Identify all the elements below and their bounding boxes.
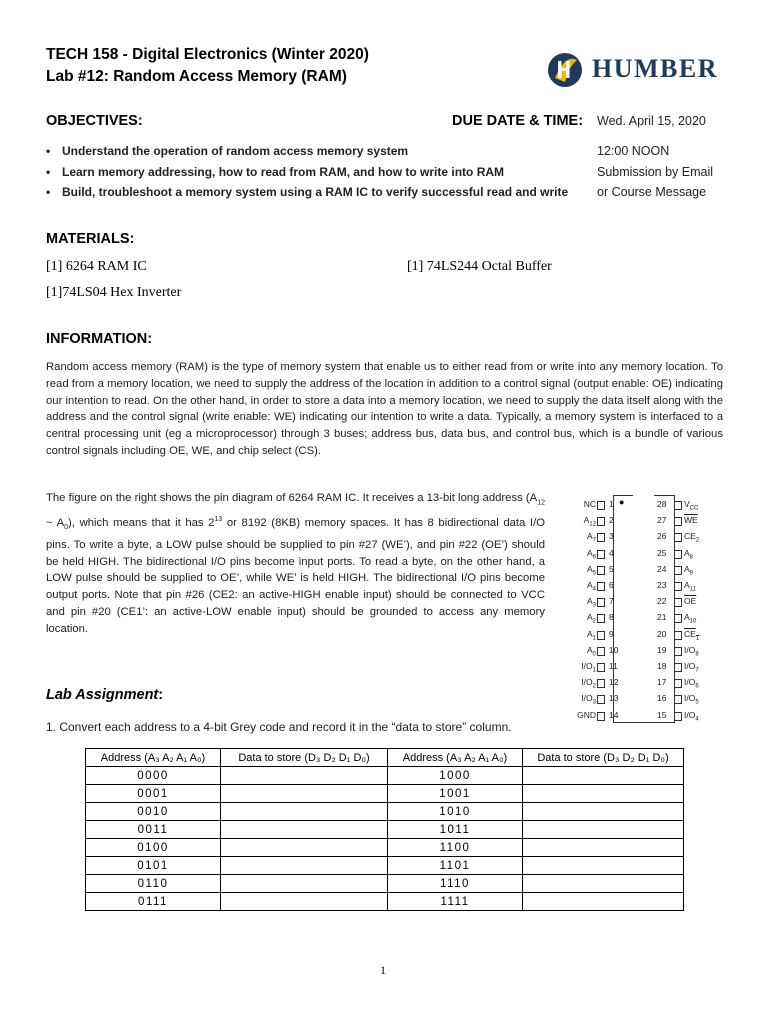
material-item: [1] 74LS244 Octal Buffer <box>407 259 552 274</box>
pin-label: $A_0$ <box>586 644 596 658</box>
due-time: 12:00 NOON <box>597 144 670 158</box>
pin-box <box>674 566 682 575</box>
assignment-heading: Lab Assignment: <box>46 687 164 703</box>
pin-number: 24 <box>657 563 667 574</box>
pin-number: 25 <box>657 547 667 558</box>
data-to-store-cell[interactable] <box>523 839 684 857</box>
table-row <box>86 875 684 893</box>
pin-label: $I/O_6$ <box>684 677 699 690</box>
pin-label: $A_5$ <box>586 563 596 577</box>
pin-number: 21 <box>657 612 667 623</box>
table-row <box>86 785 684 803</box>
table-row <box>86 767 684 785</box>
data-to-store-cell[interactable] <box>523 767 684 785</box>
pin-box <box>597 533 605 542</box>
address-cell: 0000 <box>86 767 221 785</box>
due-date: Wed. April 15, 2020 <box>597 114 706 128</box>
pin-box <box>674 598 682 607</box>
pin-label: $A_7$ <box>586 531 596 545</box>
assignment-instruction: 1. Convert each address to a 4-bit Grey code and record it in the “data to store” column. <box>46 720 512 734</box>
pin-label: $I/O_7$ <box>684 661 699 674</box>
objectives-list <box>46 141 586 203</box>
address-cell: 0100 <box>86 839 221 857</box>
pin-box <box>674 647 682 656</box>
pin-label: $I/O_8$ <box>684 644 699 658</box>
pin-number: 12 <box>609 677 619 688</box>
pin-label: $CE_2$ <box>684 531 700 545</box>
pin-number: 1 <box>609 499 614 509</box>
pin-box <box>674 712 682 721</box>
pin-number: 4 <box>609 547 614 558</box>
address-cell: 1100 <box>388 839 523 857</box>
due-heading: DUE DATE & TIME: <box>452 113 584 129</box>
pin-box <box>674 679 682 688</box>
table-header-row <box>86 749 684 767</box>
column-header: Data to store (D₃ D₂ D₁ D₀) <box>221 749 388 767</box>
pin-box <box>597 647 605 656</box>
pin-number: 11 <box>609 661 618 671</box>
pin-number: 9 <box>609 628 614 639</box>
pin-label: $V_{CC}$ <box>684 499 699 512</box>
pin-box <box>597 582 605 591</box>
address-cell: 0001 <box>86 785 221 803</box>
pin-box <box>597 517 605 526</box>
pin-box <box>597 712 605 721</box>
document-header <box>46 44 369 88</box>
humber-emblem-icon <box>545 50 585 90</box>
address-cell: 1101 <box>388 857 523 875</box>
address-cell: 1110 <box>388 875 523 893</box>
pin-label: $A_6$ <box>586 547 596 561</box>
pin-label: $CE_1$ <box>684 628 700 642</box>
information-paragraph: Random access memory (RAM) is the type of memory system that enable us to either read from or write into any memory location. To read from a memory location, we need to supply the address of the location in addition to a control signal (output enable: OE) indicating our intention to read. On the other hand, in order to store a data into a memory location, we need to supply the data itself along with the address and the control signal (write enable: WE) indicating our intention to write a data. Typically, a memory system is interfaced to a central processing unit (eg a microprocessor) through 3 buses; address bus, data bus, and control bus, which is a bundle of various control signals including OE, WE, and chip select (CS). <box>46 361 723 457</box>
pin-number: 27 <box>657 515 667 526</box>
pin-box <box>674 517 682 526</box>
data-to-store-cell[interactable] <box>523 803 684 821</box>
address-cell: 1011 <box>388 821 523 839</box>
pin-box <box>597 501 605 510</box>
pin-box <box>674 533 682 542</box>
pin-box <box>674 695 682 704</box>
data-to-store-cell[interactable] <box>221 821 388 839</box>
logo-text: HUMBER <box>592 54 718 83</box>
due-method-1: Submission by Email <box>597 164 714 179</box>
pin-number: 3 <box>609 531 614 542</box>
pin-number: 17 <box>657 677 667 688</box>
pin-number: 26 <box>657 531 667 542</box>
pin-number: 14 <box>609 709 619 720</box>
pin-label: $I/O_5$ <box>684 693 699 707</box>
pin-box <box>597 663 605 672</box>
pin-label: $A_{10}$ <box>684 612 697 626</box>
pin-number: 22 <box>657 596 667 607</box>
pin-box <box>674 663 682 672</box>
material-item: [1] 6264 RAM IC <box>46 259 147 274</box>
address-cell: 0111 <box>86 893 221 911</box>
data-to-store-cell[interactable] <box>523 893 684 911</box>
pin-box <box>597 550 605 559</box>
objective-item: • Understand the operation of random access memory system <box>46 141 586 162</box>
pin-number: 15 <box>657 709 667 720</box>
address-cell: 1000 <box>388 767 523 785</box>
due-details <box>597 141 713 203</box>
pin-box <box>674 614 682 623</box>
pin-label: $I/O_3$ <box>581 693 596 707</box>
pin-box <box>674 501 682 510</box>
table-row <box>86 857 684 875</box>
address-cell: 0110 <box>86 875 221 893</box>
table-row <box>86 839 684 857</box>
pin-description-paragraph: The figure on the right shows the pin diagram of 6264 RAM IC. It receives a 13-bit long address ($A_{12}$ ~ $A_0$), which means that it has $2^{13}$ or 8192 (8KB) memory spaces. It has 8 bidirectional data I/O pins. To write a byte, a LOW pulse should be supplied to pin #27 (WE’), and pin #22 (OE’) should be held HIGH. The bidirectional I/O pins become input ports. To read a byte, on the other hand, a LOW pulse should be supplied to OE’, while WE’ is held HIGH. The bidirectional I/O pins become output ports. Note that pin #26 (CE2: an active-HIGH enable input) should be connected to VCC and pin #20 (CE1’: an active-LOW enable input) should be grounded to access any memory location. <box>46 492 546 635</box>
pin-box <box>597 614 605 623</box>
address-cell: 1001 <box>388 785 523 803</box>
pin-number: 16 <box>657 693 667 704</box>
data-to-store-cell[interactable] <box>221 875 388 893</box>
course-title: TECH 158 - Digital Electronics (Winter 2020) <box>46 46 369 63</box>
pin-label: $A_2$ <box>586 612 596 626</box>
data-to-store-cell[interactable] <box>523 857 684 875</box>
pin-label: $A_4$ <box>586 580 596 593</box>
pin-label: $\overline{OE}$ <box>684 596 697 607</box>
pin-label: $A_3$ <box>586 596 596 609</box>
pin-number: 10 <box>609 644 619 655</box>
pin-number: 7 <box>609 596 614 607</box>
humber-logo <box>545 50 720 90</box>
table-row <box>86 803 684 821</box>
materials-heading: MATERIALS: <box>46 231 135 247</box>
pin-box <box>597 679 605 688</box>
pin-box <box>674 550 682 559</box>
pin-label: $A_9$ <box>684 563 694 577</box>
data-to-store-cell[interactable] <box>221 785 388 803</box>
pin-number: 23 <box>657 580 667 590</box>
data-to-store-cell[interactable] <box>221 803 388 821</box>
pin-box <box>597 631 605 640</box>
column-header: Data to store (D₃ D₂ D₁ D₀) <box>523 749 684 767</box>
objective-item: • Build, troubleshoot a memory system using a RAM IC to verify successful read and write <box>46 182 586 203</box>
objective-item: • Learn memory addressing, how to read from RAM, and how to write into RAM <box>46 162 586 183</box>
address-cell: 0011 <box>86 821 221 839</box>
pin-label: $I/O_4$ <box>684 709 699 723</box>
lab-title: Lab #12: Random Access Memory (RAM) <box>46 68 347 85</box>
address-cell: 1010 <box>388 803 523 821</box>
pin-label: $I/O_1$ <box>581 661 596 674</box>
grey-code-table <box>85 748 684 911</box>
pin-label: GND <box>577 709 596 720</box>
data-to-store-cell[interactable] <box>523 821 684 839</box>
pin-number: 19 <box>657 644 667 655</box>
column-header: Address (A₃ A₂ A₁ A₀) <box>86 749 221 767</box>
address-cell: 1111 <box>388 893 523 911</box>
pin1-marker-icon: ● <box>619 497 625 507</box>
pin-number: 20 <box>657 628 667 639</box>
data-to-store-cell[interactable] <box>523 785 684 803</box>
page-number: 1 <box>380 963 386 977</box>
pin-box <box>597 598 605 607</box>
pin-number: 8 <box>609 612 614 623</box>
table-row <box>86 893 684 911</box>
pin-number: 6 <box>609 580 614 590</box>
objectives-heading: OBJECTIVES: <box>46 113 143 129</box>
pin-label: $\overline{WE}$ <box>684 515 698 526</box>
pin-box <box>674 582 682 591</box>
pin-number: 5 <box>609 563 614 574</box>
data-to-store-cell[interactable] <box>221 893 388 911</box>
pin-box <box>597 566 605 575</box>
data-to-store-cell[interactable] <box>221 839 388 857</box>
table-row <box>86 821 684 839</box>
data-to-store-cell[interactable] <box>221 767 388 785</box>
pin-label: $A_{12}$ <box>583 515 596 528</box>
pin-number: 18 <box>657 661 667 671</box>
information-heading: INFORMATION: <box>46 331 153 347</box>
ram-pin-diagram <box>560 490 720 730</box>
chip-body <box>613 495 675 723</box>
pin-number: 2 <box>609 515 614 526</box>
due-method-2: or Course Message <box>597 185 707 199</box>
pin-label: $A_1$ <box>586 628 596 642</box>
pin-label: $I/O_2$ <box>581 677 596 690</box>
column-header: Address (A₃ A₂ A₁ A₀) <box>388 749 523 767</box>
data-to-store-cell[interactable] <box>523 875 684 893</box>
address-cell: 0101 <box>86 857 221 875</box>
pin-number: 28 <box>657 499 667 509</box>
pin-label: $A_8$ <box>684 547 694 561</box>
pin-box <box>674 631 682 640</box>
data-to-store-cell[interactable] <box>221 857 388 875</box>
material-item: [1]74LS04 Hex Inverter <box>46 285 182 300</box>
address-cell: 0010 <box>86 803 221 821</box>
pin-label: NC <box>583 499 596 509</box>
pin-box <box>597 695 605 704</box>
pin-number: 13 <box>609 693 619 704</box>
pin-label: $A_{11}$ <box>684 580 696 593</box>
